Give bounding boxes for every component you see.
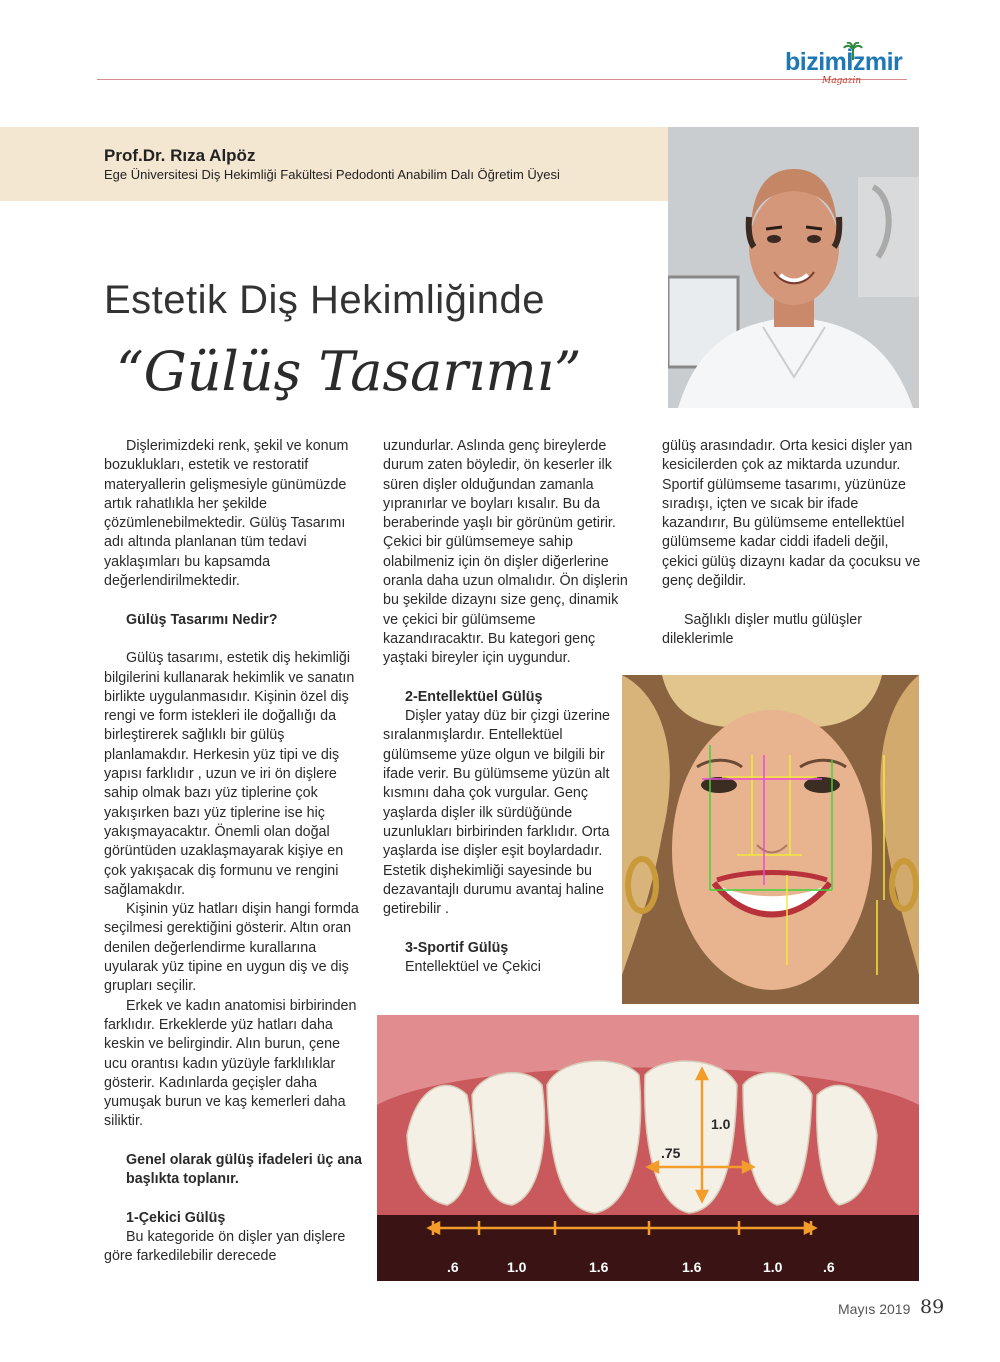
author-name: Prof.Dr. Rıza Alpöz	[104, 146, 256, 165]
issue-date: Mayıs 2019	[838, 1301, 911, 1317]
face-proportion-photo	[622, 675, 919, 1004]
section-heading: 3-Sportif Gülüş	[405, 939, 509, 956]
section-heading: 1-Çekici Gülüş	[126, 1209, 226, 1226]
ratio-label: 1.0	[507, 1259, 527, 1275]
paragraph: Gülüş tasarımı, estetik diş hekimliği bilgilerini kullanarak hekimlik ve sanatın birlikte uygulanmasıdır. Kişinin özel diş rengi ve form istekleri ile doğallığı da birleştirerek sağlıklı bir gülüş planlamakdır. Herkesin yüz tipi ve diş yapısı farklıdır , uzun ve iri ön dişlere sahip olmak bazı yüz tiplerine çok yakışırken bazı yüz tiplerine ise hiç yakışmayacaktır. Önemli olan doğal görüntüden uzaklaşmayarak kişiye en çok yakışacak diş formunu ve rengini sağlamakdır.	[104, 650, 355, 898]
ratio-label: 1.6	[682, 1259, 702, 1275]
paragraph: Bu kategoride ön dişler yan dişlere göre farkedilebilir derecede	[104, 1229, 346, 1265]
ratio-label: 1.6	[589, 1259, 609, 1275]
article-title: Estetik Diş Hekimliğinde	[104, 278, 546, 322]
section-heading: 2-Entellektüel Gülüş	[405, 688, 543, 705]
ratio-label: .6	[823, 1259, 835, 1275]
column-2	[383, 437, 633, 977]
paragraph: Kişinin yüz hatları dişin hangi formda seçilmesi gerektiğini gösterir. Altın oran denilen değerlendirme kurallarına uyularak yüz tipine en uygun diş ve diş grupları seçilir.	[104, 901, 359, 995]
magazine-logo	[785, 48, 925, 90]
column-3	[662, 437, 924, 649]
author-photo	[668, 127, 919, 408]
logo-subtitle: Magazin	[822, 76, 862, 86]
width-label: .75	[661, 1145, 681, 1161]
teeth-proportion-photo	[377, 1015, 919, 1281]
section-heading: Genel olarak gülüş ifadeleri üç ana başlıkta toplanır.	[126, 1151, 362, 1188]
ratio-label: 1.0	[763, 1259, 783, 1275]
paragraph: Sağlıklı dişler mutlu gülüşler dileklerimle	[662, 611, 862, 647]
paragraph: gülüş arasındadır. Orta kesici dişler yan kesicilerden çok az miktarda uzundur. Sportif gülümseme tasarımı, yüzünüze sıradışı, içten ve sıcak bir ifade kazandırır, Bu gülümseme entellektüel gülümseme kadar ciddi ifadeli değil, çekici gülüş dizaynı kadar da çocuksu ve genç değildir.	[662, 438, 921, 590]
paragraph: uzundurlar. Aslında genç bireylerde durum zaten böyledir, ön keserler ilk süren dişler olduğundan zamanla yıpranırlar ve boyları kısalır. Bu da beraberinde yaşlı bir görünüm getirir. Çekici bir gülümsemeye sahip olabilmeniz için ön dişler diğerlerine oranla daha uzun olmalıdır. Ön dişlerin bu şekilde dizaynı size genç, dinamik ve çekici bir gülümseme kazandıracaktır. Bu kategori genç yaştaki bireyler için uygundur.	[383, 438, 628, 667]
paragraph: Dişlerimizdeki renk, şekil ve konum bozuklukları, estetik ve restoratif materyallerin gelişmesiyle günümüzde artık rahatlıkla her şekilde çözümlenebilmektedir. Gülüş Tasarımı adı altında planlanan tüm tedavi yaklaşımları bu kapsamda değerlendirilmektedir.	[104, 438, 349, 590]
author-affiliation: Ege Üniversitesi Diş Hekimliği Fakültesi Pedodonti Anabilim Dalı Öğretim Üyesi	[104, 167, 560, 182]
height-label: 1.0	[711, 1116, 731, 1132]
paragraph: Dişler yatay düz bir çizgi üzerine sıralanmışlardır. Entellektüel gülümseme yüze olgun ve bilgili bir ifade verir. Bu gülümseme yüzün alt kısmını daha çok vurgular. Genç yaşlarda dişler ilk sürdüğünde uzunlukları birbirinden farklıdır. Orta yaşlarda ise dişler eşit boylardadır. Estetik dişhekimliği sayesinde bu dezavantajlı durumu avantaj haline getirebilir .	[383, 708, 611, 918]
paragraph: Entellektüel ve Çekici	[405, 959, 541, 976]
logo-text: bizimİzmir	[785, 48, 903, 76]
column-1	[104, 437, 362, 1267]
palm-icon	[843, 42, 863, 60]
section-heading: Gülüş Tasarımı Nedir?	[126, 611, 278, 628]
ratio-label: .6	[447, 1259, 459, 1275]
author-band	[0, 127, 668, 201]
article-subtitle: “Gülüş Tasarımı”	[116, 340, 582, 403]
page-number: 89	[920, 1296, 945, 1318]
paragraph: Erkek ve kadın anatomisi birbirinden farklıdır. Erkeklerde yüz hatları daha keskin ve belirgindir. Alın burun, çene ucu orantısı kadın yüzüyle farklılıklar gösterir. Kadınlarda geçişler daha yumuşak burun ve kaş kemerleri daha siliktir.	[104, 997, 357, 1130]
